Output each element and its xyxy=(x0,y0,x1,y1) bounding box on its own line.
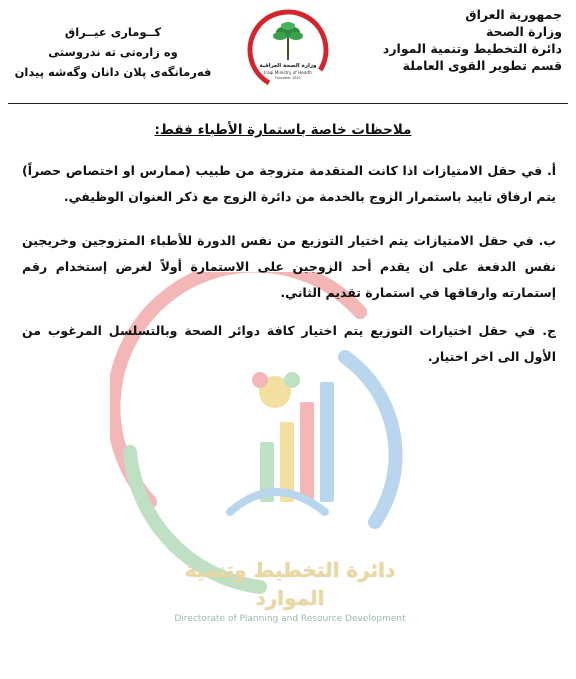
header-kurdish-directorate: فەرمانگەی پلان دانان وگەشە پیدان xyxy=(14,65,212,79)
ministry-logo-icon xyxy=(246,8,330,92)
notes-title: ملاحظات خاصة باستمارة الأطباء فقط: xyxy=(154,122,412,138)
note-item-b: ب. في حقل الامتيازات يتم اختيار التوزيع من نفس الدورة للأطباء المتزوجين وخريجين نفس الدفعة على ان يقدم أحد الزوجين على الاستمارة أولاً لغرض إستخدام رقم إستمارته وارفاقها في استمارة تقديم الثاني. xyxy=(22,233,556,300)
header-directorate: دائرة التخطيط وتنمية الموارد xyxy=(382,41,562,56)
header-ministry: وزارة الصحة xyxy=(485,24,562,39)
watermark-english: Directorate of Planning and Resource Development xyxy=(174,614,406,624)
header-kurdish-country: كــوماری عیــراق xyxy=(64,25,162,39)
watermark-arabic: دائرة التخطيط وتنمية الموارد xyxy=(184,558,396,610)
header-department: قسم تطوير القوى العاملة xyxy=(402,58,562,73)
header-kurdish-ministry: وه زارەتی تە ندروستی xyxy=(48,45,178,59)
header-arabic xyxy=(372,6,562,74)
logo-english-text: Iraqi Ministry of Health xyxy=(264,70,312,75)
note-item-c: ج. في حقل اختيارات التوزيع يتم اختيار كافة دوائر الصحة وبالتسلسل المرغوب من الأول الى اخر اختيار. xyxy=(22,323,556,364)
header-divider xyxy=(8,103,568,104)
logo-founded-text: Founded: 1920 xyxy=(275,76,301,80)
logo-arabic-text: وزارة الصحة العراقية xyxy=(259,63,317,69)
watermark-caption xyxy=(170,556,410,624)
header-kurdish xyxy=(8,22,218,82)
header-country: جمهورية العراق xyxy=(465,7,562,22)
note-item-a: أ. في حقل الامتيازات اذا كانت المتقدمة متزوجة من طبيب (ممارس او اختصاص حصراً) يتم ارفاق تاييد باستمرار الزوج بالخدمة من دائرة الزوج مع ذكر العنوان الوظيفي. xyxy=(22,163,556,204)
